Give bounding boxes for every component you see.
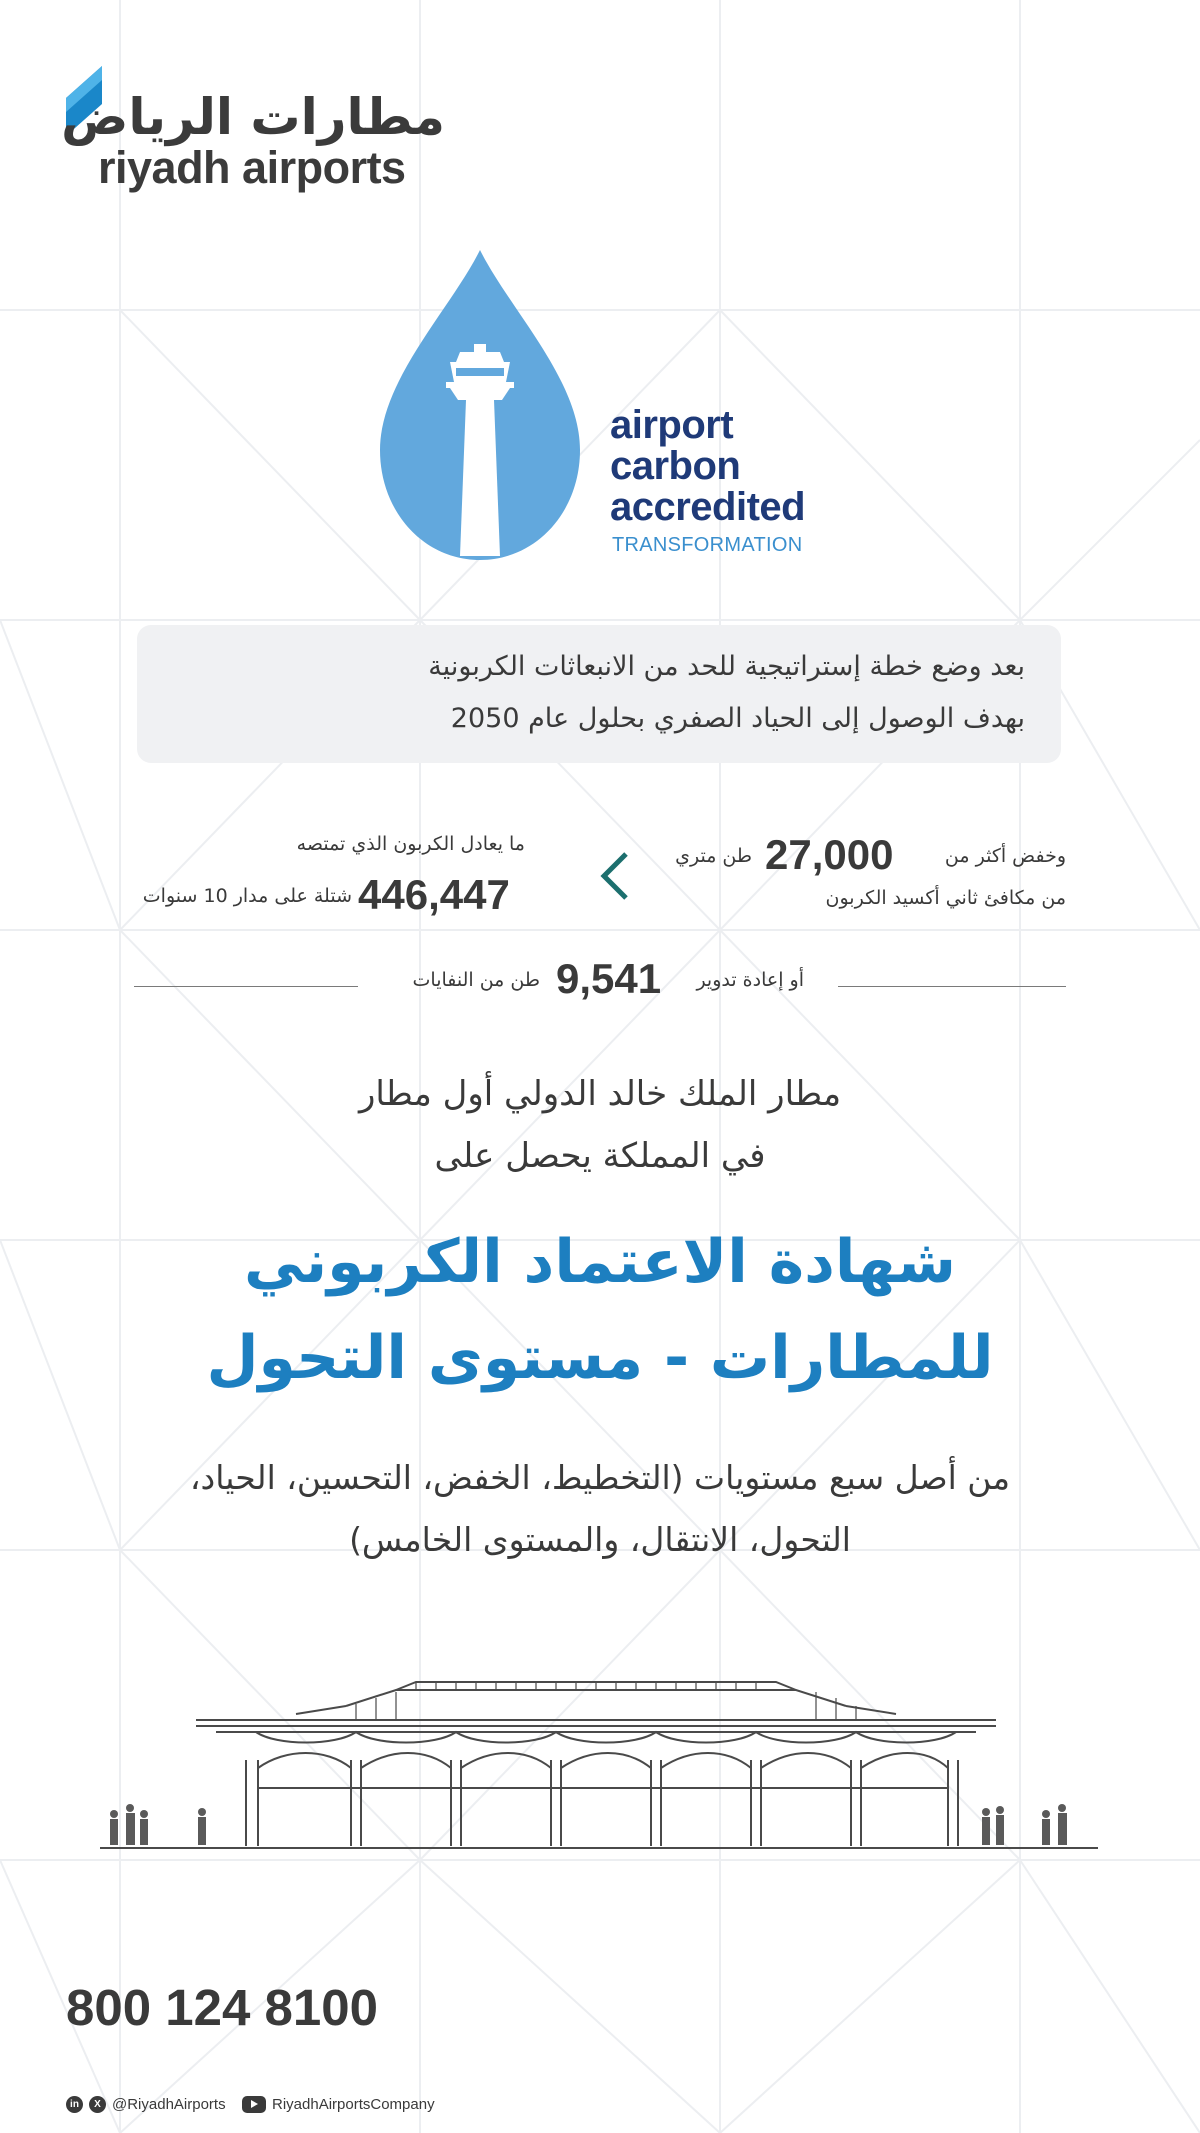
levels-line-2: التحول، الانتقال، والمستوى الخامس) bbox=[349, 1520, 851, 1559]
reduction-prefix: وخفض أكثر من bbox=[944, 845, 1066, 867]
aca-line-carbon: carbon bbox=[610, 444, 741, 488]
brand-name-english: riyadh airports bbox=[98, 142, 406, 193]
social-x-linkedin[interactable] bbox=[66, 2090, 226, 2118]
divider-right bbox=[838, 986, 1066, 987]
social-handle[interactable]: @RiyadhAirports bbox=[112, 2095, 226, 2113]
announcement-line-2: في المملكة يحصل على bbox=[434, 1136, 766, 1176]
phone-number[interactable]: 800 124 8100 bbox=[66, 1979, 378, 2036]
strategy-box bbox=[137, 625, 1061, 763]
x-icon[interactable]: X bbox=[89, 2096, 106, 2113]
aca-line-airport: airport bbox=[610, 403, 734, 447]
aca-line-accredited: accredited bbox=[610, 485, 806, 529]
equivalent-unit: شتلة على مدار 10 سنوات bbox=[142, 885, 352, 907]
control-tower-icon bbox=[380, 250, 580, 560]
reduction-detail: من مكافئ ثاني أكسيد الكربون bbox=[825, 887, 1066, 909]
chevron-left-icon bbox=[596, 852, 630, 900]
certificate-title-line-2: للمطارات - مستوى التحول bbox=[206, 1323, 994, 1393]
recycling-value: 9,541 bbox=[556, 955, 662, 1002]
strategy-line-2: بهدف الوصول إلى الحياد الصفري بحلول عام 2050 bbox=[450, 703, 1025, 734]
recycling-unit: طن من النفايات bbox=[412, 969, 540, 991]
youtube-icon[interactable] bbox=[242, 2096, 266, 2113]
terminal-building-illustration bbox=[96, 1668, 1102, 1860]
levels-line-1: من أصل سبع مستويات (التخطيط، الخفض، التحسين، الحياد، bbox=[189, 1458, 1011, 1497]
equivalent-value: 446,447 bbox=[358, 871, 510, 918]
aca-level-label: TRANSFORMATION bbox=[612, 534, 803, 556]
certificate-title-line-1: شهادة الاعتماد الكربوني bbox=[243, 1227, 957, 1297]
reduction-unit: طن متري bbox=[675, 845, 752, 867]
recycling-prefix: أو إعادة تدوير bbox=[696, 969, 804, 991]
linkedin-icon[interactable]: in bbox=[66, 2096, 83, 2113]
social-youtube[interactable] bbox=[242, 2090, 435, 2118]
divider-left bbox=[134, 986, 358, 987]
announcement-line-1: مطار الملك خالد الدولي أول مطار bbox=[358, 1074, 842, 1114]
youtube-handle[interactable]: RiyadhAirportsCompany bbox=[272, 2095, 435, 2113]
equivalent-label: ما يعادل الكربون الذي تمتصه bbox=[296, 833, 525, 855]
reduction-value: 27,000 bbox=[765, 831, 894, 878]
brand-name-arabic: مطارات الرياض bbox=[61, 88, 445, 146]
strategy-line-1: بعد وضع خطة إستراتيجية للحد من الانبعاثات الكربونية bbox=[428, 651, 1025, 682]
